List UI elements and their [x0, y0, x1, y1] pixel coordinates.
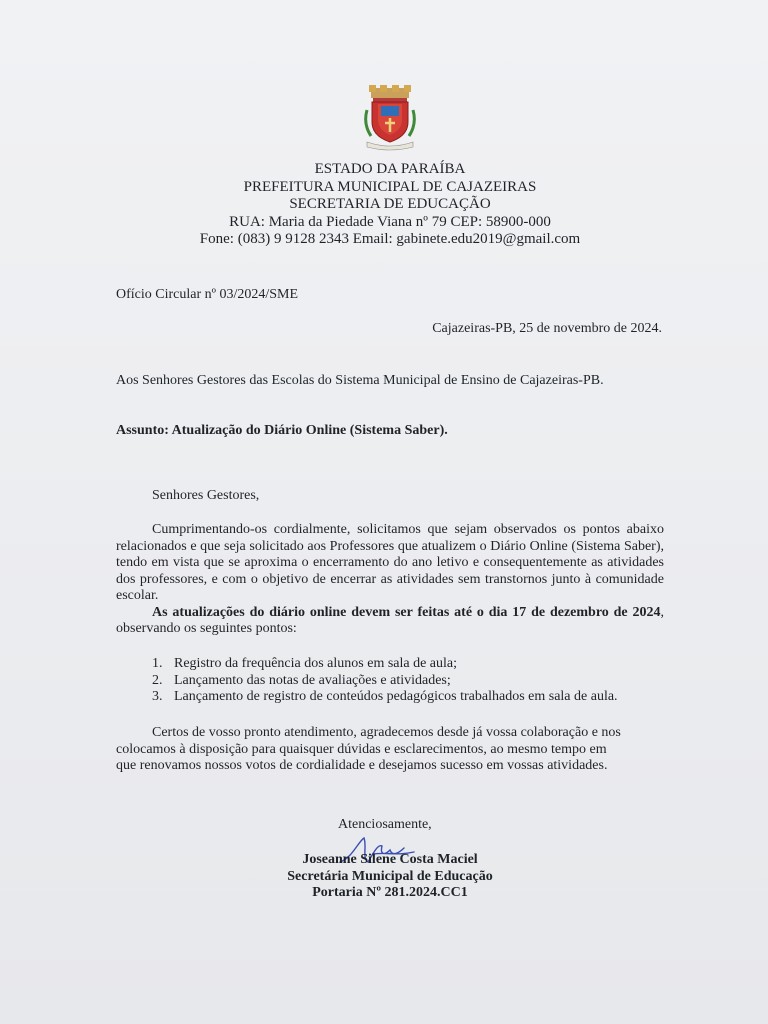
list-item: 2. Lançamento das notas de avaliações e atividades;	[152, 672, 451, 688]
body-paragraph-1: Cumprimentando-os cordialmente, solicitamos que sejam observados os pontos abaixo relacionados e que seja solicitado aos Professores que atualizem o Diário Online (Sistema Saber), tendo em vista que se aproxima o encerramento do ano letivo e consequentemente as atividades dos professores, e com o objetivo de encerrar as atividades sem transtornos junto à comunidade escolar.	[116, 522, 664, 603]
state-name: ESTADO DA PARAÍBA	[314, 161, 466, 177]
document-date: Cajazeiras-PB, 25 de novembro de 2024.	[432, 321, 662, 336]
deadline-suffix: , observando os seguintes pontos:	[116, 604, 664, 636]
address-line: RUA: Maria da Piedade Viana nº 79 CEP: 58900-000	[229, 213, 551, 230]
contact-line: Fone: (083) 9 9128 2343 Email: gabinete.edu2019@gmail.com	[199, 231, 581, 247]
secretariat-name: SECRETARIA DE EDUCAÇÃO	[289, 196, 491, 212]
recipients-line: Aos Senhores Gestores das Escolas do Sistema Municipal de Ensino de Cajazeiras-PB.	[116, 373, 604, 388]
letterhead	[0, 161, 768, 249]
signatory-portaria: Portaria Nº 281.2024.CC1	[312, 885, 468, 900]
closing-line-2: colocamos à disposição para quaisquer dúvidas e esclarecimentos, ao mesmo tempo em	[116, 741, 607, 757]
closing-line-1: Certos de vosso pronto atendimento, agradecemos desde já vossa colaboração e nos	[152, 725, 621, 740]
prefecture-name: PREFEITURA MUNICIPAL DE CAJAZEIRAS	[243, 178, 537, 195]
signatory-role: Secretária Municipal de Educação	[287, 868, 493, 884]
checklist	[152, 656, 618, 706]
subject-line: Assunto: Atualização do Diário Online (Sistema Saber).	[116, 423, 448, 438]
letter-body	[116, 522, 664, 638]
list-item: 3. Lançamento de registro de conteúdos pedagógicos trabalhados em sala de aula.	[152, 689, 618, 704]
closing-line-3: que renovamos nossos votos de cordialidade e desejamos sucesso em vossas atividades.	[116, 758, 608, 773]
list-item: 1. Registro da frequência dos alunos em sala de aula;	[152, 656, 458, 671]
regards: Atenciosamente,	[338, 817, 432, 832]
signatory-name: Joseanne Silene Costa Maciel	[302, 852, 478, 867]
document-reference: Ofício Circular nº 03/2024/SME	[116, 287, 299, 302]
deadline-text: As atualizações do diário online devem ser feitas até o dia 17 de dezembro de 2024	[152, 604, 661, 620]
coat-of-arms-icon	[361, 84, 419, 152]
closing-paragraph	[116, 725, 676, 775]
signature-block	[250, 852, 530, 902]
body-paragraph-2	[116, 605, 664, 638]
greeting: Senhores Gestores,	[152, 488, 260, 503]
